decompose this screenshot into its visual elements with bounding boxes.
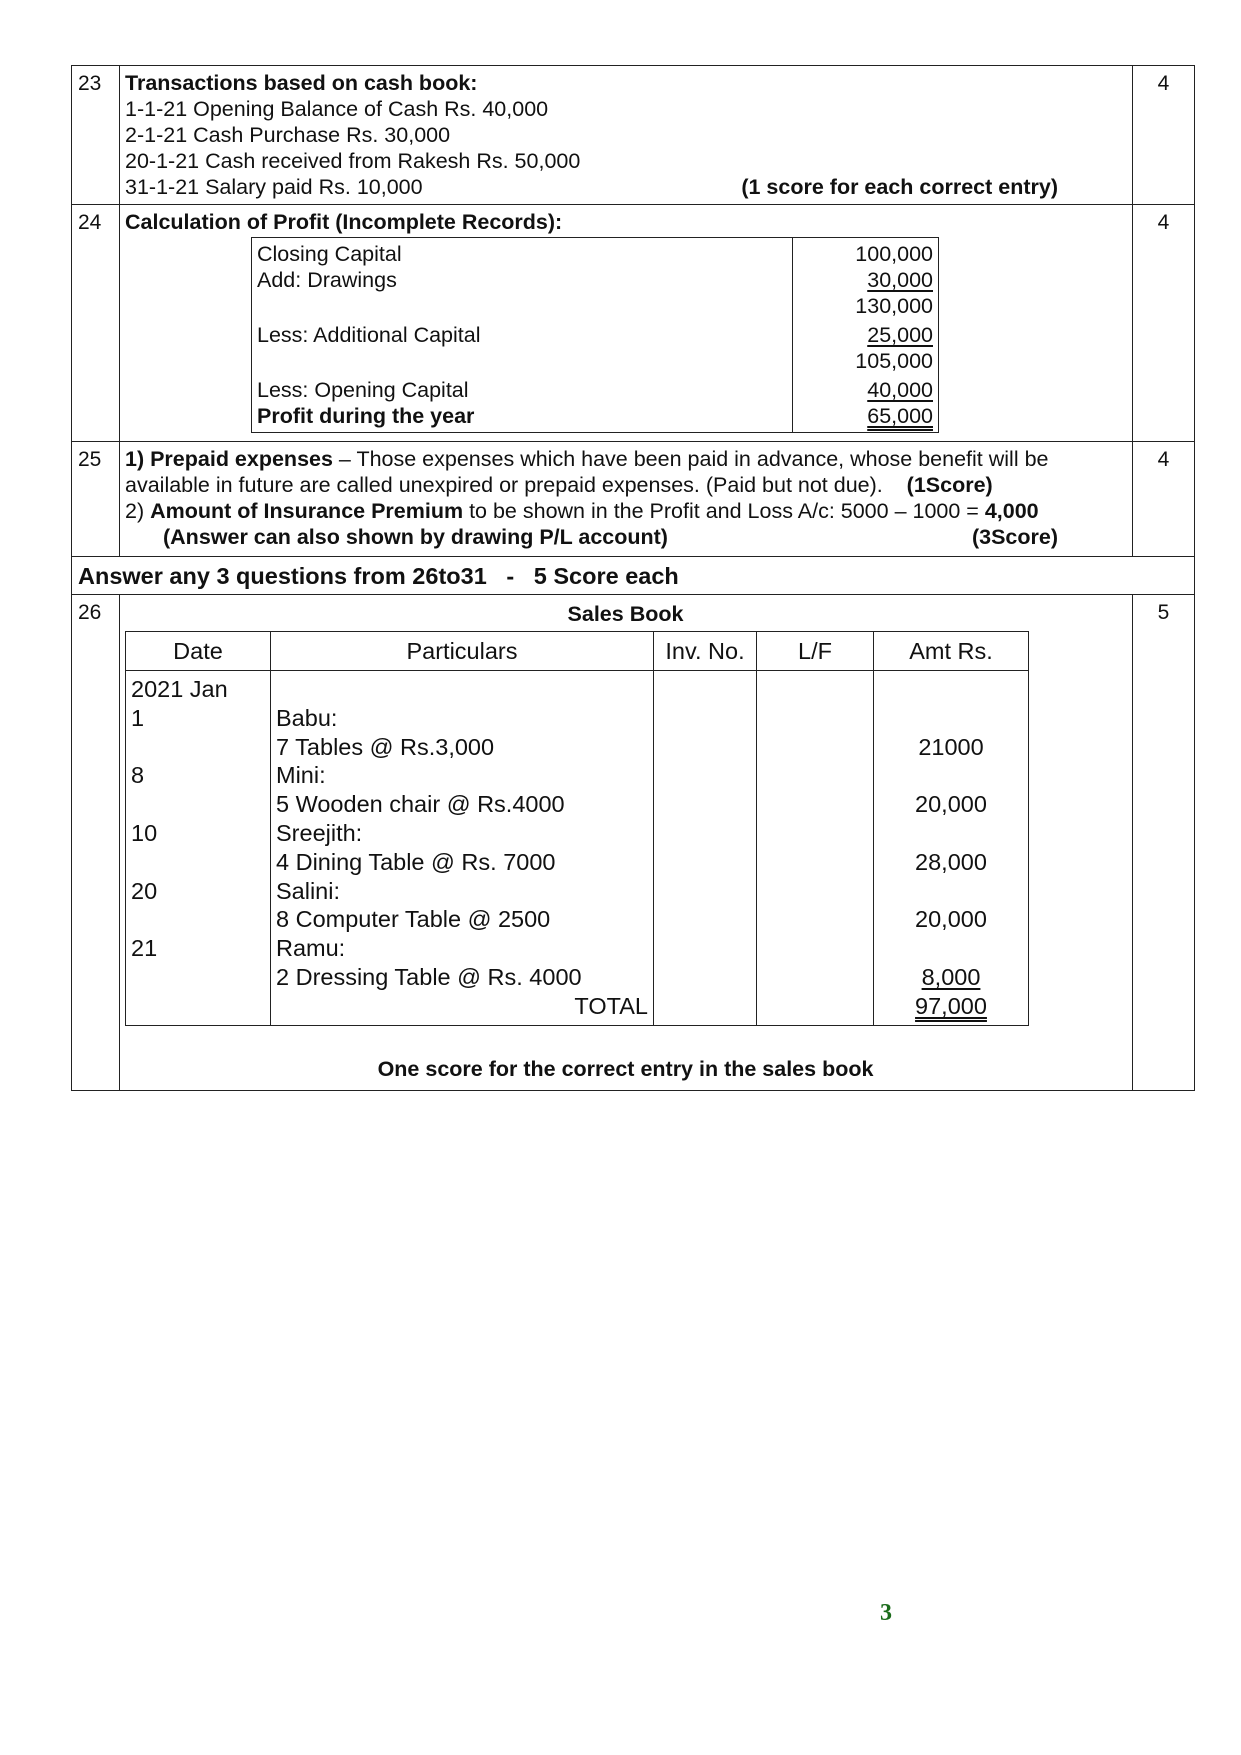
particulars-cell: 7 Tables @ Rs.3,000 [276,733,495,760]
particulars-cell: 2 Dressing Table @ Rs. 4000 [276,963,582,990]
date-cell: 2021 Jan [131,676,228,702]
calc-label: Less: Additional Capital [257,323,481,347]
date-cell: 1 [131,704,145,731]
inv-no-column [654,671,757,1026]
q23-heading: Transactions based on cash book: [125,71,478,95]
date-cell [131,733,265,762]
question-26-answer [120,595,1133,1091]
question-mark: 5 [1133,595,1195,1091]
amount-column [874,671,1029,1026]
date-cell: 20 [131,877,158,904]
particulars-cell: 5 Wooden chair @ Rs.4000 [276,791,565,818]
col-header-lf: L/F [757,632,874,671]
question-mark: 4 [1133,442,1195,557]
calc-value: 105,000 [855,349,933,373]
question-23-row [72,66,1195,205]
amount-cell [879,675,1023,704]
amount-cell [879,934,1023,963]
q25-definition: – Those expenses which have been paid in advance, whose benefit will be [332,447,1049,471]
col-header-inv-no: Inv. No. [654,632,757,671]
col-header-particulars: Particulars [271,632,654,671]
col-header-amount: Amt Rs. [874,632,1029,671]
particulars-cell [276,675,648,704]
q25-term: 1) Prepaid expenses [125,447,333,471]
q25-score: (3Score) [971,525,1058,549]
particulars-cell: Babu: [276,704,338,731]
amount-cell [879,704,1023,733]
section-heading [72,557,1195,595]
date-cell: 21 [131,935,158,962]
calc-value: 40,000 [867,378,933,402]
page-number: 3 [880,1600,892,1626]
question-24-row [72,205,1195,442]
amount-cell: 21000 [918,733,984,760]
particulars-cell: 8 Computer Table @ 2500 [276,906,551,933]
particulars-cell: Salini: [276,877,341,904]
q25-item-number: 2) [125,499,151,523]
col-header-date: Date [126,632,271,671]
calc-label: Closing Capital [257,242,402,266]
lf-column [757,671,874,1026]
amount-cell [879,819,1023,848]
q25-term: Amount of Insurance Premium [150,499,464,523]
question-number: 26 [72,595,120,1091]
amount-cell [879,761,1023,790]
sales-book-title: Sales Book [567,602,684,626]
question-number: 23 [72,66,120,205]
particulars-cell: Ramu: [276,935,346,962]
q25-answer: 4,000 [984,499,1039,523]
question-23-answer [120,66,1133,205]
section-heading-text: Answer any 3 questions from 26to31 - 5 Score each [78,563,679,589]
answer-key-page [71,65,1195,1091]
amount-cell: 20,000 [915,791,987,818]
date-cell [131,790,265,819]
section-row [72,557,1195,595]
q25-definition-cont: available in future are called unexpired or prepaid expenses. (Paid but not due). [125,473,883,497]
total-amount: 97,000 [915,992,987,1019]
q23-line: 2-1-21 Cash Purchase Rs. 30,000 [125,123,451,147]
total-label: TOTAL [574,992,648,1019]
date-cell [131,905,265,934]
date-cell: 10 [131,819,158,846]
calc-label: Less: Opening Capital [257,378,469,402]
date-cell [131,848,265,877]
amount-cell [879,877,1023,906]
answer-table [71,65,1195,1091]
calc-value: 100,000 [855,242,933,266]
q23-line: 31-1-21 Salary paid Rs. 10,000 [125,175,423,199]
amount-cell: 28,000 [915,848,987,875]
q23-line: 20-1-21 Cash received from Rakesh Rs. 50,000 [125,149,581,173]
calc-value: 25,000 [867,323,933,347]
q23-score-note: (1 score for each correct entry) [741,175,1058,199]
calc-label: Add: Drawings [257,268,397,292]
amount-cell: 20,000 [915,906,987,933]
question-25-row [72,442,1195,557]
particulars-cell: Mini: [276,762,326,789]
q24-heading: Calculation of Profit (Incomplete Records): [125,210,563,234]
q23-line: 1-1-21 Opening Balance of Cash Rs. 40,000 [125,97,549,121]
particulars-cell: 4 Dining Table @ Rs. 7000 [276,848,556,875]
q25-note: (Answer can also shown by drawing P/L account) [163,525,668,549]
particulars-cell: Sreejith: [276,819,363,846]
particulars-column [271,671,654,1026]
question-number: 24 [72,205,120,442]
q25-score: (1Score) [906,473,993,497]
question-number: 25 [72,442,120,557]
q26-score-note: One score for the correct entry in the sales book [377,1056,874,1081]
date-column [126,671,271,1026]
profit-calculation-table [251,237,939,433]
amount-cell: 8,000 [921,963,981,990]
question-mark: 4 [1133,205,1195,442]
calc-value: 130,000 [855,294,933,318]
calc-value-profit: 65,000 [867,404,933,428]
date-cell: 8 [131,762,145,789]
question-24-answer [120,205,1133,442]
calc-label-profit: Profit during the year [257,404,475,428]
question-mark: 4 [1133,66,1195,205]
sales-book-table [125,631,1029,1026]
q25-text: to be shown in the Profit and Loss A/c: 5000 – 1000 = [463,499,985,523]
calc-value: 30,000 [867,268,933,292]
question-26-row [72,595,1195,1091]
question-25-answer [120,442,1133,557]
